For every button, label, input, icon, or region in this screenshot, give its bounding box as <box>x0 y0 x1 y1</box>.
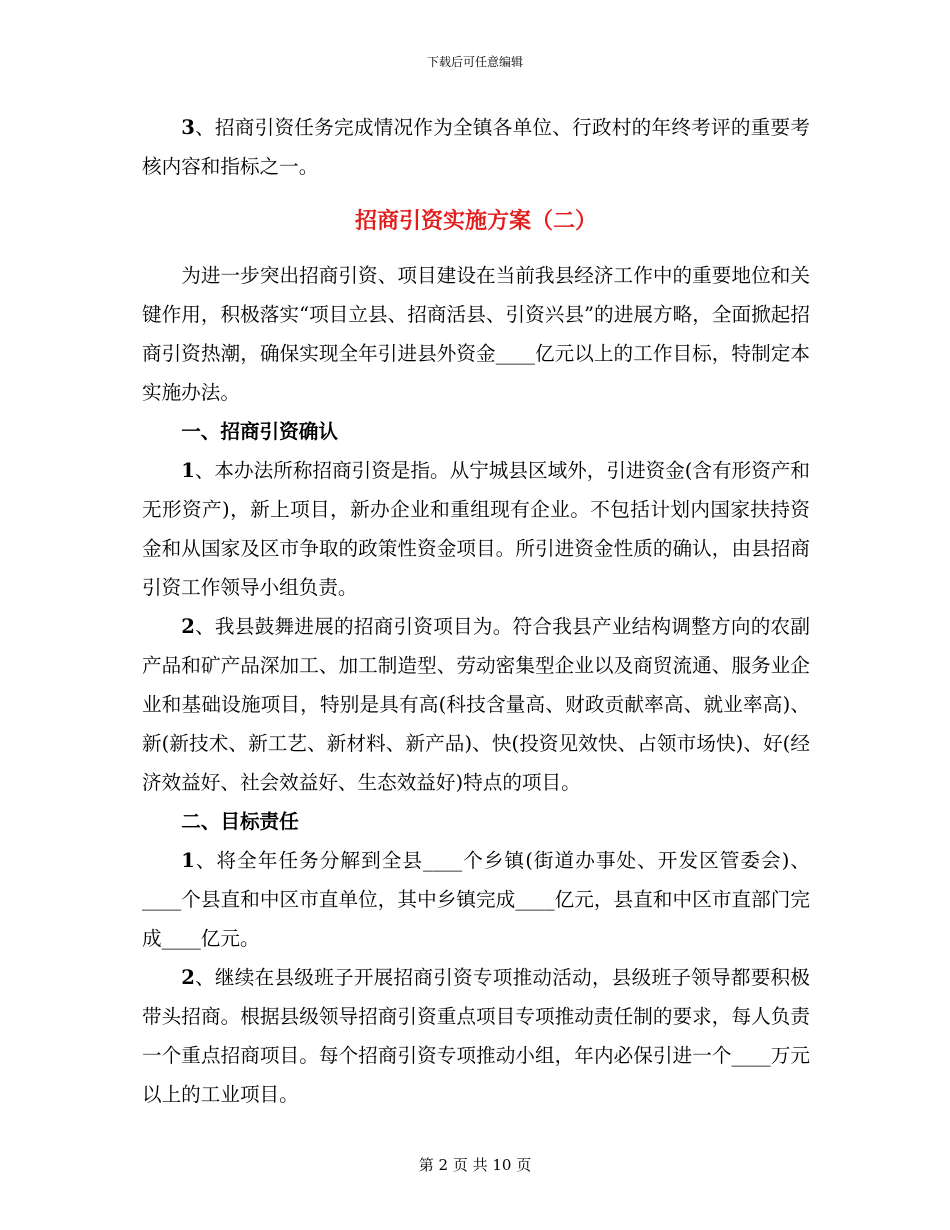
page-header-note: 下载后可任意编辑 <box>426 55 523 69</box>
section-1-paragraph-1 <box>142 451 810 607</box>
item-number: 1 <box>181 849 195 872</box>
item-number: 1 <box>181 459 195 482</box>
document-title: 招商引资实施方案（二） <box>354 208 597 234</box>
item-text: 、继续在县级班子开展招商引资专项推动活动，县级班子领导都要积极带头招商。根据县级领导招商引资重点项目专项推动责任制的要求，每人负责一个重点招商项目。每个招商引资专项推动小组，年内必保引进一个____万元以上的工业项目。 <box>142 966 810 1106</box>
item-text: 、我县鼓舞进展的招商引资项目为。符合我县产业结构调整方向的农副产品和矿产品深加工、加工制造型、劳动密集型企业以及商贸流通、服务业企业和基础设施项目，特别是具有高(科技含量高、财政贡献率高、就业率高)、新(新技术、新工艺、新材料、新产品)、快(投资见效快、占领市场快)、好(经济效益好、社会效益好、生态效益好)特点的项目。 <box>142 615 810 794</box>
intro-item-3 <box>142 108 810 186</box>
document-body <box>142 108 810 1114</box>
section-2-paragraph-1 <box>142 841 810 958</box>
section-1-heading: 一、招商引资确认 <box>181 420 338 443</box>
page-number-footer: 第 2 页 共 10 页 <box>418 1156 532 1174</box>
item-text: 、招商引资任务完成情况作为全镇各单位、行政村的年终考评的重要考核内容和指标之一。 <box>142 116 810 178</box>
item-number: 2 <box>181 966 195 989</box>
section-2-paragraph-2 <box>142 958 810 1114</box>
section-2-heading: 二、目标责任 <box>181 810 299 833</box>
section-1-paragraph-2 <box>142 607 810 802</box>
item-number: 2 <box>181 615 195 638</box>
item-number: 3 <box>181 116 195 139</box>
item-text: 、本办法所称招商引资是指。从宁城县区域外，引进资金(含有形资产和无形资产)，新上项目，新办企业和重组现有企业。不包括计划内国家扶持资金和从国家及区市争取的政策性资金项目。所引进资金性质的确认，由县招商引资工作领导小组负责。 <box>142 459 810 599</box>
preamble-paragraph: 为进一步突出招商引资、项目建设在当前我县经济工作中的重要地位和关键作用，积极落实“项目立县、招商活县、引资兴县”的进展方略，全面掀起招商引资热潮，确保实现全年引进县外资金____亿元以上的工作目标，特制定本实施办法。 <box>142 264 810 404</box>
item-text: 、将全年任务分解到全县____个乡镇(街道办事处、开发区管委会)、____个县直和中区市直单位，其中乡镇完成____亿元，县直和中区市直部门完成____亿元。 <box>142 849 810 950</box>
